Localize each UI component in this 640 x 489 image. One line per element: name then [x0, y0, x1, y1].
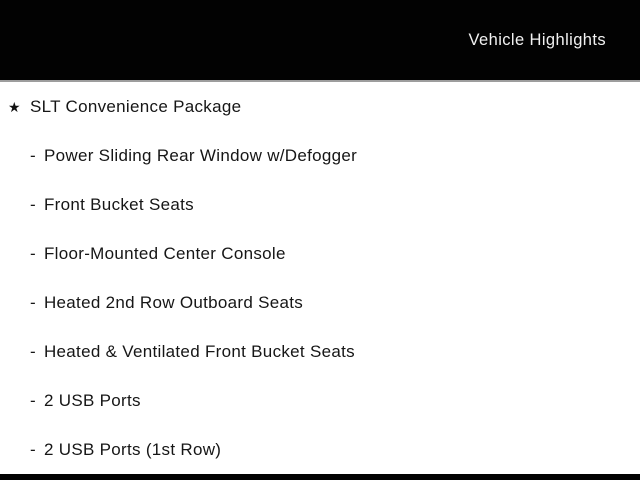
dash-prefix: - — [30, 440, 36, 459]
dash-prefix: - — [30, 342, 36, 361]
dash-prefix: - — [30, 293, 36, 312]
page-title: Vehicle Highlights — [468, 30, 606, 49]
feature-label: Heated & Ventilated Front Bucket Seats — [43, 342, 355, 361]
package-title-row — [8, 97, 640, 117]
feature-item — [30, 293, 640, 313]
dash-prefix: - — [30, 391, 36, 410]
feature-item — [30, 342, 640, 362]
feature-label: Power Sliding Rear Window w/Defogger — [43, 146, 358, 165]
feature-item — [30, 391, 640, 411]
feature-label: Heated 2nd Row Outboard Seats — [43, 293, 304, 312]
feature-label: Front Bucket Seats — [43, 195, 194, 214]
dash-prefix: - — [30, 195, 36, 214]
dash-prefix: - — [30, 146, 36, 165]
bottom-letterbox-bar — [0, 474, 640, 480]
star-icon: ★ — [8, 99, 21, 115]
feature-item — [30, 244, 640, 264]
dash-prefix: - — [30, 244, 36, 263]
feature-label: Floor-Mounted Center Console — [43, 244, 286, 263]
feature-label: 2 USB Ports — [43, 391, 141, 410]
highlights-list — [0, 84, 640, 489]
feature-item — [30, 195, 640, 215]
header-bar — [0, 0, 640, 82]
feature-item — [30, 440, 640, 460]
package-name: SLT Convenience Package — [30, 97, 242, 116]
feature-label: 2 USB Ports (1st Row) — [43, 440, 222, 459]
feature-item — [30, 146, 640, 166]
